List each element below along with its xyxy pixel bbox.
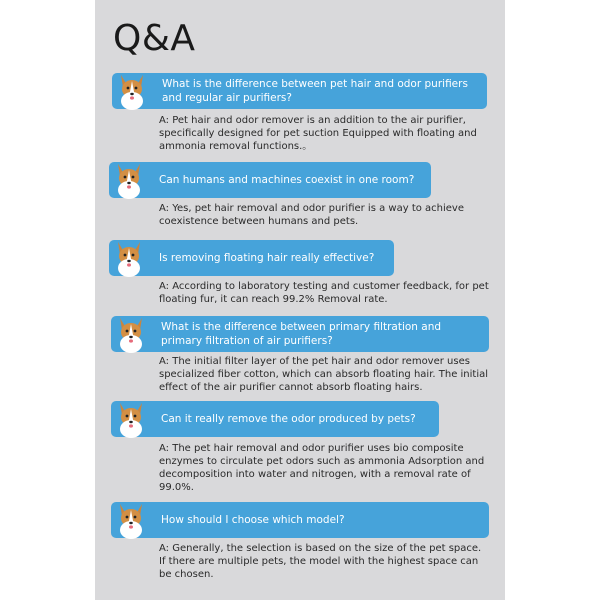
corgi-dog-icon (114, 238, 144, 278)
corgi-dog-icon (116, 500, 146, 540)
answer-text-1: A: Pet hair and odor remover is an addition to the air purifier, specifically designed for pet suction Equipped with floating and ammonia removal functions.。 (159, 115, 477, 152)
question-text-3: Is removing floating hair really effective? (159, 252, 375, 264)
answer-text-6: A: Generally, the selection is based on the size of the pet space. If there are multiple pets, the model with the highest space can be chosen. (159, 543, 482, 580)
question-text-1: What is the difference between pet hair and odor purifiers and regular air purifiers? (162, 78, 468, 104)
corgi-dog-icon (114, 160, 144, 200)
answer-text-4: A: The initial filter layer of the pet hair and odor remover uses specialized fiber cotton, which can absorb floating hair. The initial effect of the air purifier cannot absorb floating hairs. (159, 356, 489, 393)
question-text-4: What is the difference between primary filtration and primary filtration of air purifiers? (161, 321, 442, 347)
question-text-6: How should I choose which model? (161, 514, 345, 526)
answer-text-2: A: Yes, pet hair removal and odor purifier is a way to achieve coexistence between humans and pets. (159, 203, 464, 227)
corgi-dog-icon (116, 314, 146, 354)
answer-text-5: A: The pet hair removal and odor purifier uses bio composite enzymes to circulate pet odors such as ammonia Adsorption and decomposition into water and nitrogen, with a removal rate of 99.0%. (159, 443, 485, 493)
question-bar-2 (109, 162, 431, 198)
corgi-dog-icon (116, 399, 146, 439)
question-bar-3 (109, 240, 394, 276)
question-bar-5 (111, 401, 439, 437)
question-text-2: Can humans and machines coexist in one room? (159, 174, 415, 186)
question-bar-6 (111, 502, 489, 538)
answer-text-3: A: According to laboratory testing and customer feedback, for pet floating fur, it can reach 99.2% Removal rate. (159, 281, 489, 305)
page-title: Q&A (113, 18, 196, 59)
qa-poster (95, 0, 505, 600)
question-bar-1 (112, 73, 487, 109)
corgi-dog-icon (117, 71, 147, 111)
question-bar-4 (111, 316, 489, 352)
question-text-5: Can it really remove the odor produced by pets? (161, 413, 416, 425)
